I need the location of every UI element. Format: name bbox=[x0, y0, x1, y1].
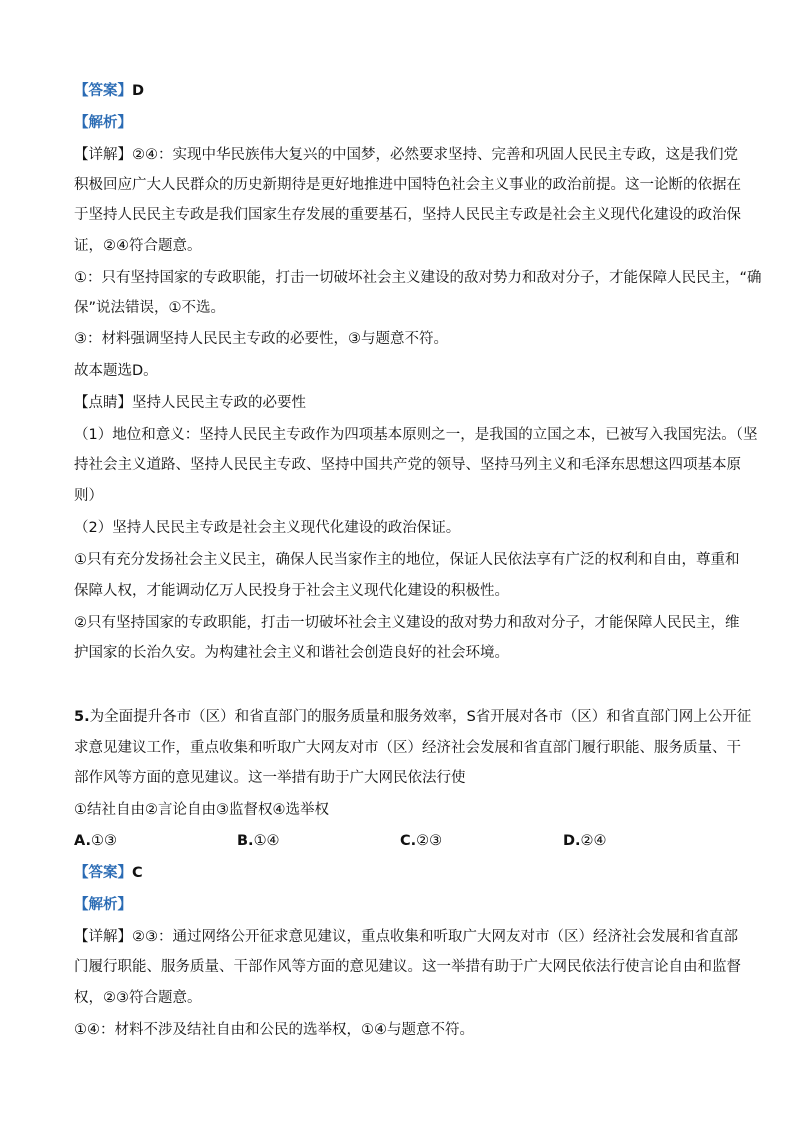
q5-option14-line: ①④：材料不涉及结社自由和公民的选举权，①④与题意不符。 bbox=[74, 1022, 474, 1038]
q5-stem-line-1: 5.为全面提升各市（区）和省直部门的服务质量和服务效率，S省开展对各市（区）和省直部门网上公开征 bbox=[74, 709, 752, 725]
question-number: 5. bbox=[74, 709, 90, 725]
q4-point2a-line-2: 保障人权，才能调动亿万人民投身于社会主义现代化建设的积极性。 bbox=[74, 583, 509, 599]
point-tag: 【点睛】 bbox=[74, 395, 132, 411]
q5-stem-line-3: 部作风等方面的意见建议。这一举措有助于广大网民依法行使 bbox=[74, 770, 466, 786]
q4-point1-line-3: 则） bbox=[74, 488, 103, 504]
answer-value: D bbox=[132, 83, 145, 99]
option-d: D.②④ bbox=[563, 833, 607, 849]
q4-option1-line-1: ①：只有坚持国家的专政职能，打击一切破坏社会主义建设的敌对势力和敌对分子，才能保障人民民主，“确 bbox=[74, 270, 762, 286]
q4-point-title-line: 【点睛】坚持人民民主专政的必要性 bbox=[74, 395, 306, 411]
q4-detail-line-4: 证，②④符合题意。 bbox=[74, 238, 202, 254]
q4-option1-line-2: 保”说法错误，①不选。 bbox=[74, 300, 226, 316]
q4-answer-line bbox=[74, 81, 144, 101]
q4-point2-line: （2）坚持人民民主专政是社会主义现代化建设的政治保证。 bbox=[74, 520, 461, 536]
answer-tag: 【答案】 bbox=[74, 83, 132, 99]
q5-detail-line-2: 门履行职能、服务质量、干部作风等方面的意见建议。这一举措有助于广大网民依法行使言论自由和监督 bbox=[74, 959, 741, 975]
q4-detail-line-2: 积极回应广大人民群众的历史新期待是更好地推进中国特色社会主义事业的政治前提。这一论断的依据在 bbox=[74, 177, 741, 193]
q4-point1-line-2: 持社会主义道路、坚持人民民主专政、坚持中国共产党的领导、坚持马列主义和毛泽东思想这四项基本原 bbox=[74, 457, 741, 473]
q5-detail-line-3: 权，②③符合题意。 bbox=[74, 990, 202, 1006]
q4-point2b-line-2: 护国家的长治久安。为构建社会主义和谐社会创造良好的社会环境。 bbox=[74, 645, 509, 661]
q5-stem-line-2: 求意见建议工作，重点收集和听取广大网友对市（区）经济社会发展和省直部门履行职能、服务质量、干 bbox=[74, 740, 741, 756]
option-b: B.①④ bbox=[237, 833, 280, 849]
q4-option3-line: ③：材料强调坚持人民民主专政的必要性，③与题意不符。 bbox=[74, 331, 448, 347]
q5-answer-line bbox=[74, 863, 143, 883]
answer-value: C bbox=[132, 865, 143, 881]
option-c: C.②③ bbox=[400, 833, 443, 849]
detail-tag: 【详解】 bbox=[74, 929, 132, 945]
q4-detail-line-3: 于坚持人民民主专政是我们国家生存发展的重要基石，坚持人民民主专政是社会主义现代化建设的政治保 bbox=[74, 207, 741, 223]
q4-point1-line-1: （1）地位和意义：坚持人民民主专政作为四项基本原则之一，是我国的立国之本，已被写入我国宪法。（坚 bbox=[74, 427, 758, 443]
q4-point2b-line-1: ②只有坚持国家的专政职能，打击一切破坏社会主义建设的敌对势力和敌对分子，才能保障人民民主，维 bbox=[74, 615, 740, 631]
answer-tag: 【答案】 bbox=[74, 865, 132, 881]
q4-analysis-tag: 【解析】 bbox=[74, 115, 132, 131]
q5-items: ①结社自由②言论自由③监督权④选举权 bbox=[74, 802, 329, 818]
option-a: A.①③ bbox=[74, 833, 117, 849]
q4-conclusion: 故本题选D。 bbox=[74, 363, 158, 379]
q5-detail-line-1: 【详解】②③：通过网络公开征求意见建议，重点收集和听取广大网友对市（区）经济社会发展和省直部 bbox=[74, 929, 738, 945]
q5-analysis-tag: 【解析】 bbox=[74, 897, 132, 913]
detail-tag: 【详解】 bbox=[74, 147, 132, 163]
q4-detail-line-1: 【详解】②④：实现中华民族伟大复兴的中国梦，必然要求坚持、完善和巩固人民民主专政，这是我们党 bbox=[74, 147, 738, 163]
q4-point2a-line-1: ①只有充分发扬社会主义民主，确保人民当家作主的地位，保证人民依法享有广泛的权利和自由，尊重和 bbox=[74, 552, 740, 568]
